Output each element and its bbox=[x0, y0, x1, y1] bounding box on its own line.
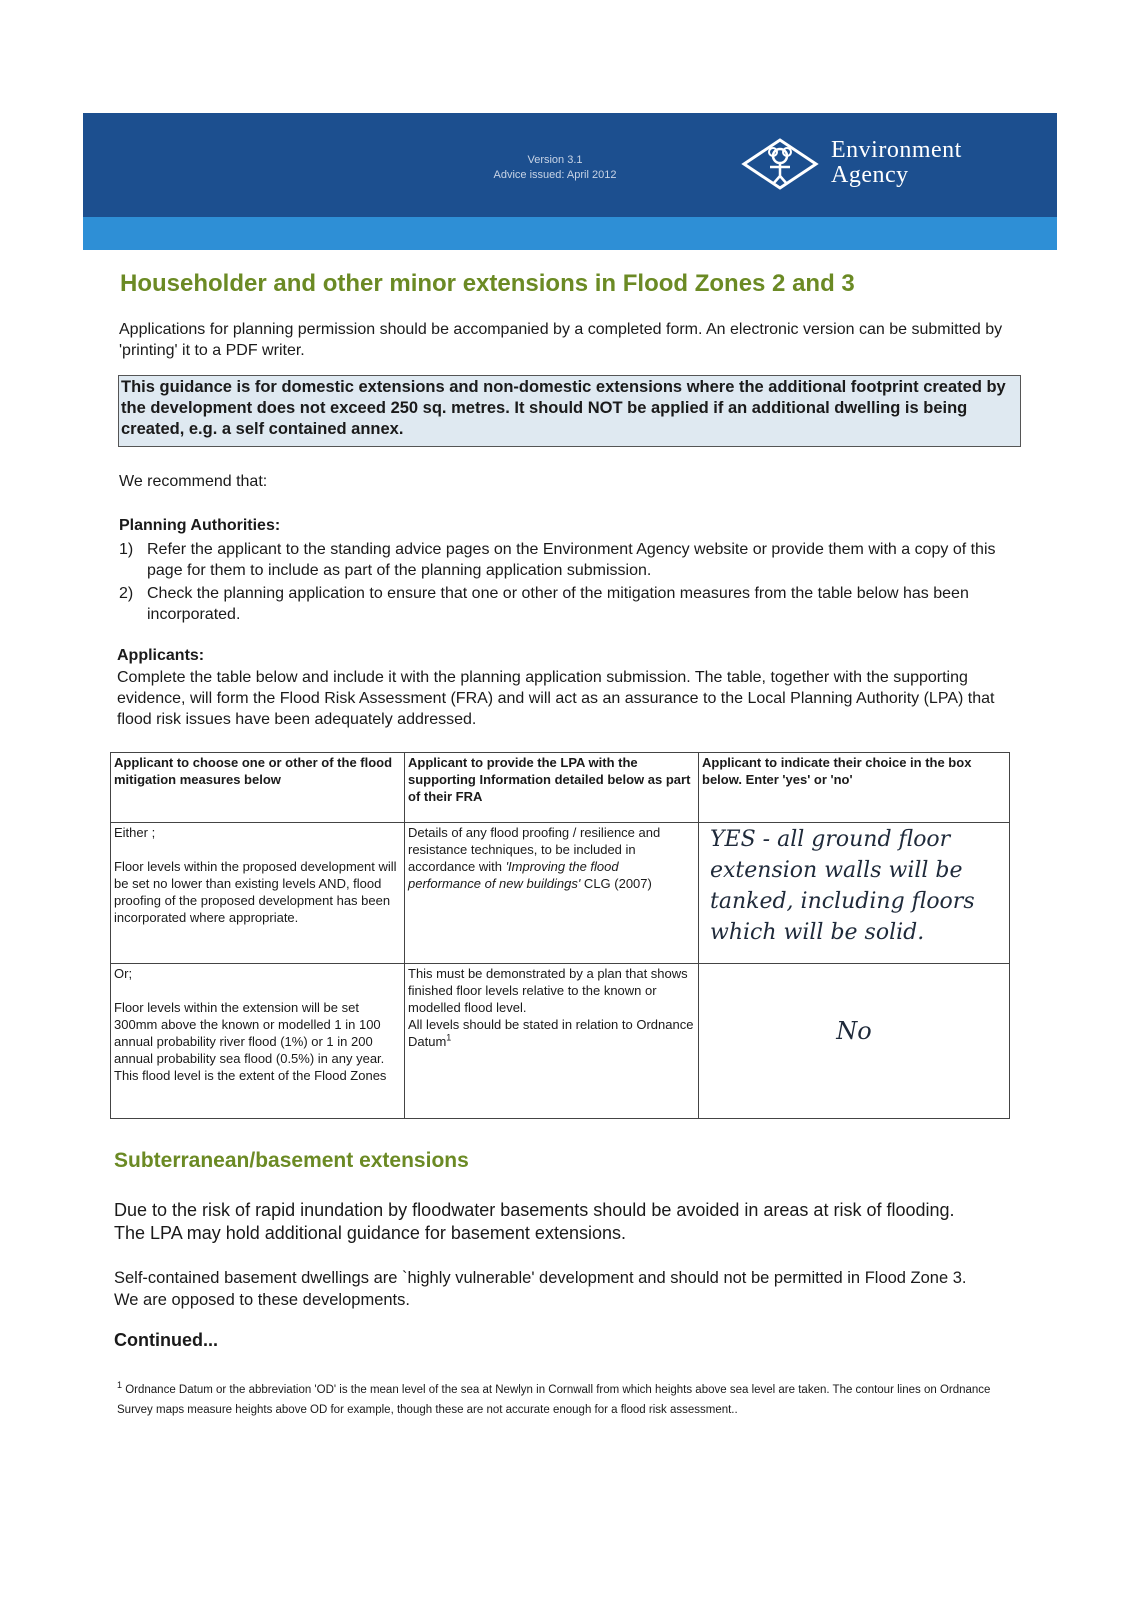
measure-lead: Or; bbox=[114, 966, 133, 981]
list-item bbox=[119, 539, 999, 581]
intro-paragraph: Applications for planning permission should be accompanied by a completed form. An electronic version can be submitted by 'printing' it to a PDF writer. bbox=[119, 321, 1003, 359]
list-number: 1) bbox=[119, 541, 134, 558]
applicants-heading: Applicants: bbox=[117, 647, 205, 664]
info-cell: This must be demonstrated by a plan that shows finished floor levels relative to the known or modelled flood level. All levels should be stated in relation to Ordnance Datum$^1$ bbox=[405, 964, 699, 1119]
table-header-cell: Applicant to indicate their choice in the box below. Enter 'yes' or 'no' bbox=[699, 753, 1010, 823]
list-number: 2) bbox=[119, 585, 134, 602]
list-text: Check the planning application to ensure that one or other of the mitigation measures from the table below has been incorporated. bbox=[147, 585, 969, 623]
table-row bbox=[111, 823, 1010, 964]
list-item bbox=[119, 583, 999, 625]
footnote bbox=[117, 1380, 1017, 1420]
environment-agency-logo bbox=[740, 134, 1050, 194]
table-header-cell: Applicant to choose one or other of the flood mitigation measures below bbox=[111, 753, 405, 823]
planning-authorities-heading: Planning Authorities: bbox=[119, 517, 281, 534]
advice-issued-label: Advice issued: April 2012 bbox=[493, 169, 617, 181]
measure-cell bbox=[111, 823, 405, 964]
measure-text: Floor levels within the extension will be set 300mm above the known or modelled 1 in 100 annual probability river flood (1%) or 1 in 200 annual probability sea flood (0.5%) in any year. This flood level is the extent of the Flood Zones bbox=[114, 1000, 387, 1083]
mitigation-table bbox=[110, 752, 1010, 1119]
guidance-box: This guidance is for domestic extensions and non-domestic extensions where the additional footprint created by the development does not exceed 250 sq. metres. It should NOT be applied if an additional dwelling is being created, e.g. a self contained annex. bbox=[118, 375, 1021, 447]
measure-text: Floor levels within the proposed development will be set no lower than existing levels AND, flood proofing of the proposed development has been incorporated where appropriate. bbox=[114, 859, 397, 925]
subterranean-paragraph: Self-contained basement dwellings are `highly vulnerable' development and should not be permitted in Flood Zone 3. We are opposed to these developments. bbox=[114, 1269, 967, 1309]
measure-lead: Either ; bbox=[114, 825, 156, 840]
subterranean-heading: Subterranean/basement extensions bbox=[114, 1149, 469, 1172]
subterranean-paragraph: Due to the risk of rapid inundation by floodwater basements should be avoided in areas at risk of flooding. The LPA may hold additional guidance for basement extensions. bbox=[114, 1200, 955, 1243]
version-label: Version 3.1 bbox=[527, 154, 583, 166]
list-text: Refer the applicant to the standing advice pages on the Environment Agency website or provide them with a copy of this page for them to include as part of the planning application submission. bbox=[147, 541, 996, 579]
info-cell: Details of any flood proofing / resilience and resistance techniques, to be included in accordance with 'Improving the flood performance of new buildings' CLG (2007) bbox=[405, 823, 699, 964]
answer-cell[interactable] bbox=[699, 823, 1010, 964]
footnote-text: Ordnance Datum or the abbreviation 'OD' is the mean level of the sea at Newlyn in Cornwall from which heights above sea level are taken. The contour lines on Ordnance Survey maps measure heights above OD for example, though these are not accurate enough for a flood risk assessment.. bbox=[117, 1384, 991, 1416]
recommend-text: We recommend that: bbox=[119, 473, 268, 490]
measure-cell bbox=[111, 964, 405, 1119]
handwritten-answer: No bbox=[836, 1017, 872, 1045]
answer-cell[interactable] bbox=[699, 964, 1010, 1119]
handwritten-answer: YES - all ground floor extension walls will be tanked, including floors which will be solid. bbox=[710, 827, 975, 945]
page-title: Householder and other minor extensions in Flood Zones 2 and 3 bbox=[120, 270, 855, 297]
table-header-cell: Applicant to provide the LPA with the supporting Information detailed below as part of their FRA bbox=[405, 753, 699, 823]
table-row bbox=[111, 964, 1010, 1119]
continued-label: Continued... bbox=[114, 1330, 218, 1350]
applicants-text: Complete the table below and include it with the planning application submission. The table, together with the supporting evidence, will form the Flood Risk Assessment (FRA) and will act as an assurance to the Local Planning Authority (LPA) that flood risk issues have been adequately addressed. bbox=[117, 669, 995, 728]
table-header-row bbox=[111, 753, 1010, 823]
agency-emblem-icon bbox=[740, 136, 820, 192]
header-strip bbox=[83, 217, 1057, 250]
footnote-mark: 1 bbox=[117, 1380, 123, 1391]
agency-name: Environment Agency bbox=[831, 137, 962, 188]
version-info bbox=[390, 153, 720, 183]
